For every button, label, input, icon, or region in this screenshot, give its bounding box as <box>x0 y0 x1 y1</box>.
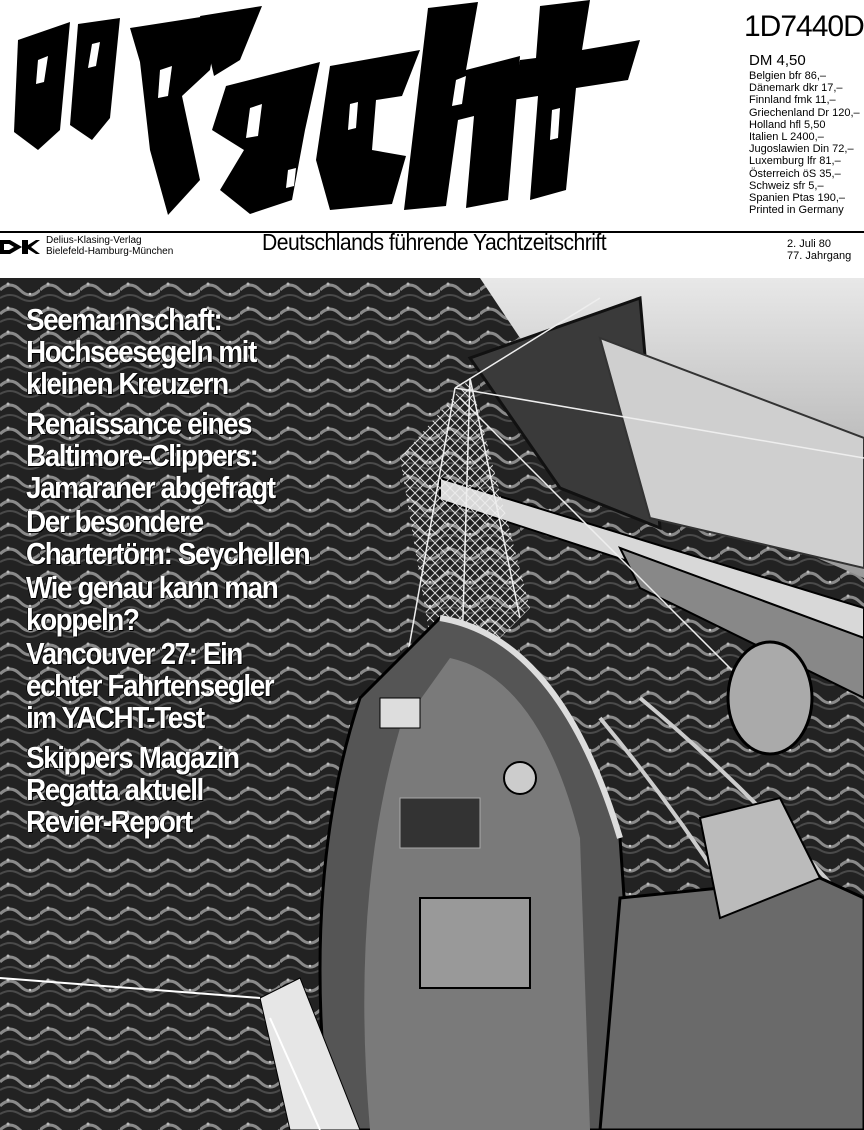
headline-line: Revier-Report <box>26 804 192 839</box>
headline-line: Wie genau kann man <box>26 570 278 605</box>
price-list <box>749 70 861 216</box>
headline-line: koppeln? <box>26 602 139 637</box>
cover-photo <box>0 278 864 1130</box>
headline-line: Vancouver 27: Ein <box>26 636 242 671</box>
price-item: Finnland fmk 11,– <box>749 94 836 107</box>
headline-line: Hochseesegeln mit <box>26 334 256 369</box>
issue-code: 1D7440D <box>744 10 864 43</box>
headline-line: Chartertörn: Seychellen <box>26 536 310 571</box>
publisher-name: Delius-Klasing-Verlag <box>46 235 142 246</box>
printed-in-note: Printed in Germany <box>749 204 844 217</box>
masthead <box>0 0 864 278</box>
headline <box>26 572 368 636</box>
headline-line: im YACHT-Test <box>26 700 204 735</box>
price-item: Holland hfl 5,50 <box>749 118 826 131</box>
price-item: Jugoslawien Din 72,– <box>749 143 854 156</box>
issue-date: 2. Juli 80 <box>787 238 832 250</box>
tagline: Deutschlands führende Yachtzeitschrift <box>262 229 607 255</box>
issue-date-block <box>787 238 851 262</box>
dk-logo-icon <box>0 236 40 258</box>
price-main: DM 4,50 <box>749 52 806 69</box>
price-item: Griechenland Dr 120,– <box>749 106 860 119</box>
issue-volume: 77. Jahrgang <box>787 250 852 262</box>
headline-line: kleinen Kreuzern <box>26 366 228 401</box>
headline <box>26 506 368 570</box>
headline-line: Der besondere <box>26 504 203 539</box>
headline-line: echter Fahrtensegler <box>26 668 274 703</box>
price-item: Spanien Ptas 190,– <box>749 192 846 205</box>
yacht-logo <box>0 0 700 235</box>
headline-line: Baltimore-Clippers: <box>26 438 258 473</box>
price-block <box>749 52 861 216</box>
publisher-cities: Bielefeld-Hamburg-München <box>46 246 174 257</box>
price-item: Italien L 2400,– <box>749 131 824 144</box>
headline <box>26 638 368 734</box>
headline-line: Regatta aktuell <box>26 772 203 807</box>
headline-line: Jamaraner abgefragt <box>26 470 275 505</box>
price-item: Luxemburg lfr 81,– <box>749 155 841 168</box>
price-item: Belgien bfr 86,– <box>749 70 827 82</box>
headline-line: Skippers Magazin <box>26 740 239 775</box>
price-item: Schweiz sfr 5,– <box>749 179 824 192</box>
headline <box>26 304 368 400</box>
headline <box>26 742 368 838</box>
headline-line: Renaissance eines <box>26 406 252 441</box>
headline-line: Seemannschaft: <box>26 302 222 337</box>
price-item: Dänemark dkr 17,– <box>749 82 843 95</box>
headline <box>26 408 368 504</box>
publisher-text <box>46 235 173 257</box>
cover-headlines <box>26 304 406 840</box>
price-item: Österreich öS 35,– <box>749 167 841 180</box>
